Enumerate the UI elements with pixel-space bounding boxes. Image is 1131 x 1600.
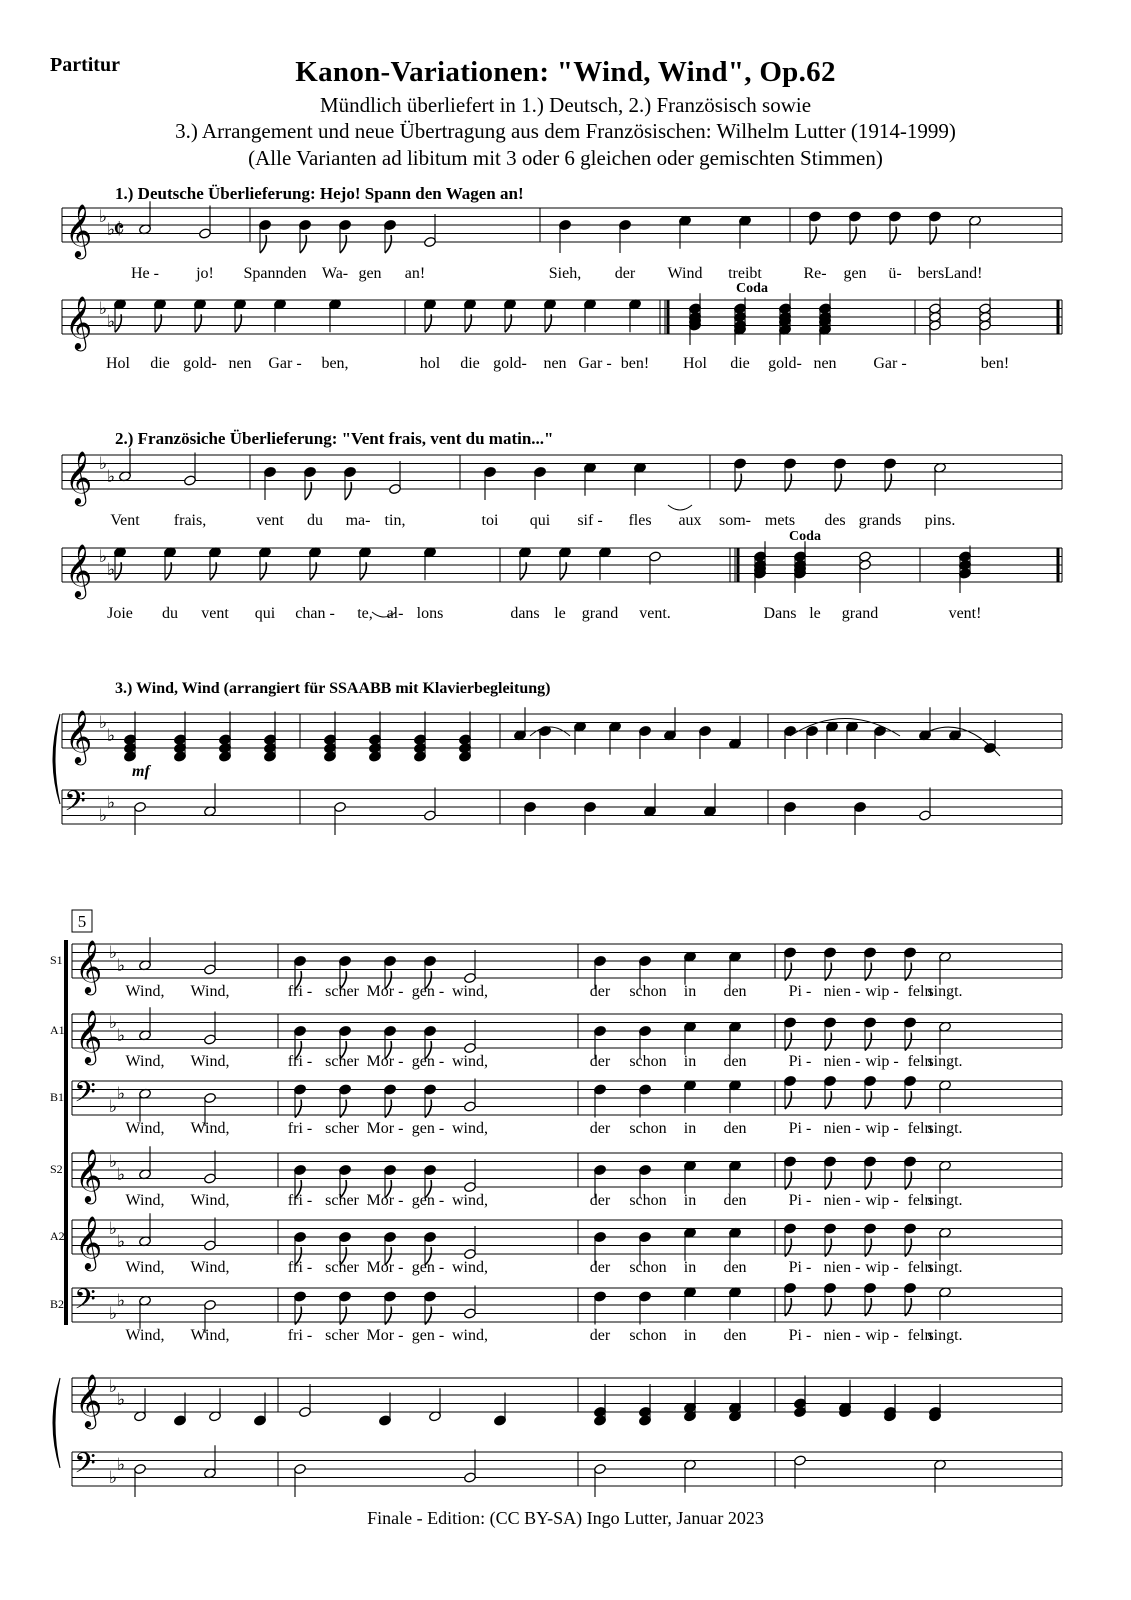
subtitle-line-3: (Alle Varianten ad libitum mit 3 oder 6 gleichen oder gemischten Stimmen) — [248, 146, 883, 170]
flat-icon: ♭ — [109, 1013, 118, 1032]
footer-credit: Finale - Edition: (CC BY-SA) Ingo Lutter, Januar 2023 — [367, 1508, 764, 1528]
lyric-syllable: hol — [419, 355, 441, 372]
lyric-syllable: tin, — [384, 512, 406, 529]
choir-lyric-syllable: fri - — [287, 1120, 313, 1137]
choir-lyric-syllable: singt. — [927, 1192, 963, 1209]
choir-lyric-syllable: den — [723, 1053, 747, 1070]
choir-lyric-syllable: wind, — [452, 983, 488, 1000]
choir-lyric-syllable: Wind, — [190, 983, 230, 1000]
choir-lyric-syllable: nien - — [823, 1120, 861, 1137]
flat-icon: ♭ — [107, 560, 116, 579]
flat-icon: ♭ — [109, 1152, 118, 1171]
lyric-syllable: nen — [543, 355, 567, 372]
choir-lyric-syllable: der — [589, 1192, 611, 1209]
treble-clef-icon: 𝄞 — [65, 205, 93, 256]
treble-clef-icon: 𝄞 — [65, 452, 93, 503]
choir-lyric-syllable: wip - — [865, 1053, 899, 1070]
choir-lyric-syllable: Wind, — [125, 1327, 165, 1344]
lyric-syllable: vent! — [948, 605, 982, 622]
choir-lyric-syllable: feln — [907, 1259, 933, 1276]
lyric-syllable: som- — [719, 512, 751, 529]
flat-icon: ♭ — [109, 1097, 118, 1116]
lyric-syllable: Wind — [667, 265, 703, 282]
choir-lyric-syllable: in — [683, 1192, 697, 1209]
flat-icon: ♭ — [107, 312, 116, 331]
lyric-syllable: nen — [228, 355, 252, 372]
choir-lyric-syllable: wind, — [452, 1053, 488, 1070]
flat-icon: ♭ — [109, 1219, 118, 1238]
lyric-syllable: pins. — [924, 512, 956, 529]
choir-lyric-syllable: Wind, — [125, 1120, 165, 1137]
bass-clef-icon: 𝄢 — [64, 787, 86, 824]
choir-lyric-syllable: fri - — [287, 1259, 313, 1276]
choir-lyric-syllable: der — [589, 1053, 611, 1070]
lyric-syllable: gold- — [768, 355, 802, 372]
choir-lyric-syllable: fri - — [287, 1327, 313, 1344]
lyric-syllable: toi — [481, 512, 499, 529]
voice-label: B1 — [50, 1090, 65, 1104]
choir-lyric-syllable: nien - — [823, 1327, 861, 1344]
bass-clef-icon: 𝄢 — [74, 1285, 96, 1322]
choir-lyric-syllable: fri - — [287, 1192, 313, 1209]
flat-icon: ♭ — [99, 806, 108, 825]
flat-icon: ♭ — [117, 1291, 126, 1310]
section-heading-1: 1.) Deutsche Überlieferung: Hejo! Spann den Wagen an! — [115, 184, 524, 203]
note-flag — [345, 482, 351, 500]
flat-icon: ♭ — [117, 1232, 126, 1251]
choir-lyric-syllable: Mor - — [366, 983, 404, 1000]
note-flag — [305, 482, 311, 500]
choir-lyric-syllable: der — [589, 983, 611, 1000]
choir-lyric-syllable: feln — [907, 1053, 933, 1070]
treble-clef-icon: 𝄞 — [75, 941, 103, 992]
lyric-syllable: vent — [201, 605, 229, 622]
choir-lyric-syllable: den — [723, 1259, 747, 1276]
lyric-syllable: frais, — [173, 512, 207, 529]
choir-lyric-syllable: nien - — [823, 1259, 861, 1276]
choir-lyric-syllable: Mor - — [366, 1120, 404, 1137]
flat-icon: ♭ — [117, 1165, 126, 1184]
choir-lyric-syllable: Pi - — [788, 1327, 812, 1344]
choir-lyric-syllable: scher — [325, 1192, 359, 1209]
voice-label: S2 — [50, 1162, 63, 1176]
choir-lyric-syllable: wind, — [452, 1259, 488, 1276]
choir-lyric-syllable: scher — [325, 1327, 359, 1344]
flat-icon: ♭ — [107, 726, 116, 745]
lyric-syllable: die — [150, 355, 170, 372]
lyric-syllable: sif - — [577, 512, 603, 529]
flat-icon: ♭ — [99, 547, 108, 566]
lyric-syllable: Wa- — [321, 265, 349, 282]
choir-lyric-syllable: Wind, — [190, 1259, 230, 1276]
grand-staff-brace — [53, 714, 60, 804]
lyric-syllable: vent — [256, 512, 284, 529]
lyric-syllable: le — [554, 605, 566, 622]
flat-icon: ♭ — [117, 1084, 126, 1103]
lyric-syllable: grand — [841, 605, 879, 622]
choir-lyric-syllable: Mor - — [366, 1327, 404, 1344]
choir-lyric-syllable: wind, — [452, 1192, 488, 1209]
choir-lyric-syllable: wip - — [865, 1192, 899, 1209]
choir-lyric-syllable: Wind, — [125, 983, 165, 1000]
choir-lyric-syllable: scher — [325, 983, 359, 1000]
flat-icon: ♭ — [109, 1304, 118, 1323]
grand-staff-brace — [53, 1378, 60, 1468]
choir-lyric-syllable: schon — [629, 1053, 667, 1070]
lyric-syllable: gen — [843, 265, 867, 282]
choir-lyric-syllable: gen - — [411, 1259, 445, 1276]
lyric-syllable: Hol — [106, 355, 130, 372]
lyric-syllable: die — [460, 355, 480, 372]
choir-lyric-syllable: gen - — [411, 1053, 445, 1070]
lyric-syllable: Sieh, — [548, 265, 582, 282]
choir-lyric-syllable: Pi - — [788, 1120, 812, 1137]
choir-lyric-syllable: feln — [907, 1192, 933, 1209]
treble-clef-icon: 𝄞 — [75, 1011, 103, 1062]
section-heading-2: 2.) Französiche Überlieferung: "Vent frais, vent du matin..." — [115, 429, 554, 448]
treble-clef-icon: 𝄞 — [75, 1217, 103, 1268]
choir-lyric-syllable: den — [723, 1327, 747, 1344]
voice-label: S1 — [50, 953, 63, 967]
choir-lyric-syllable: nien - — [823, 983, 861, 1000]
flat-icon: ♭ — [99, 299, 108, 318]
choir-lyric-syllable: Pi - — [788, 983, 812, 1000]
lyric-syllable: an! — [404, 265, 426, 282]
choir-lyric-syllable: Pi - — [788, 1192, 812, 1209]
choir-lyric-syllable: in — [683, 1327, 697, 1344]
choir-lyric-syllable: den — [723, 1120, 747, 1137]
choir-lyric-syllable: Wind, — [190, 1053, 230, 1070]
note-flag — [340, 235, 346, 253]
choir-lyric-syllable: gen - — [411, 1327, 445, 1344]
score-label: Partitur — [50, 54, 120, 76]
lyric-syllable: qui — [529, 512, 551, 529]
treble-clef-icon: 𝄞 — [65, 545, 93, 596]
lyric-syllable: Gar - — [578, 355, 612, 372]
lyric-syllable: gold- — [493, 355, 527, 372]
choir-lyric-syllable: Wind, — [190, 1120, 230, 1137]
choir-lyric-syllable: scher — [325, 1053, 359, 1070]
lyric-syllable: Gar - — [268, 355, 302, 372]
choir-lyric-syllable: schon — [629, 1259, 667, 1276]
choir-lyric-syllable: gen - — [411, 983, 445, 1000]
voice-label: A2 — [50, 1229, 65, 1243]
lyric-syllable: gold- — [183, 355, 217, 372]
lyric-syllable: ma- — [345, 512, 371, 529]
choir-lyric-syllable: schon — [629, 1120, 667, 1137]
treble-clef-icon: 𝄞 — [75, 1150, 103, 1201]
lyric-syllable: Dans — [763, 605, 797, 622]
choir-lyric-syllable: fri - — [287, 983, 313, 1000]
voice-label: B2 — [50, 1297, 65, 1311]
flat-icon: ♭ — [107, 220, 116, 239]
note-flag — [300, 235, 306, 253]
lyric-syllable: le — [809, 605, 821, 622]
flat-icon: ♭ — [109, 1468, 118, 1487]
flat-icon: ♭ — [109, 943, 118, 962]
choir-lyric-syllable: schon — [629, 1327, 667, 1344]
treble-clef-icon: 𝄞 — [75, 1375, 103, 1426]
choir-lyric-syllable: Wind, — [125, 1053, 165, 1070]
choir-lyric-syllable: wip - — [865, 1120, 899, 1137]
cut-time-icon: 𝄵 — [113, 215, 125, 244]
elision-tie — [668, 505, 692, 510]
lyric-syllable: te, — [357, 605, 373, 622]
dynamic-marking: mf — [132, 763, 150, 780]
choir-lyric-syllable: wind, — [452, 1327, 488, 1344]
choir-lyric-syllable: scher — [325, 1120, 359, 1137]
score-title: Kanon-Variationen: "Wind, Wind", Op.62 — [295, 56, 836, 88]
lyric-syllable: al- — [386, 605, 404, 622]
flat-icon: ♭ — [107, 467, 116, 486]
choir-lyric-syllable: der — [589, 1120, 611, 1137]
lyric-syllable: ben, — [321, 355, 349, 372]
choir-lyric-syllable: Wind, — [125, 1259, 165, 1276]
choir-lyric-syllable: Pi - — [788, 1259, 812, 1276]
subtitle-line-2: 3.) Arrangement und neue Übertragung aus dem Französischen: Wilhelm Lutter (1914-1999) — [175, 119, 956, 143]
flat-icon: ♭ — [117, 1026, 126, 1045]
choir-lyric-syllable: Wind, — [125, 1192, 165, 1209]
lyric-syllable: du — [307, 512, 323, 529]
lyric-syllable: Vent — [110, 512, 140, 529]
choir-lyric-syllable: nien - — [823, 1053, 861, 1070]
lyric-syllable: die — [730, 355, 750, 372]
lyric-syllable: qui — [254, 605, 276, 622]
choir-lyric-syllable: singt. — [927, 983, 963, 1000]
choir-lyric-syllable: in — [683, 1053, 697, 1070]
choir-lyric-syllable: singt. — [927, 1327, 963, 1344]
subtitle-line-1: Mündlich überliefert in 1.) Deutsch, 2.) Französisch sowie — [319, 93, 812, 117]
choir-lyric-syllable: singt. — [927, 1053, 963, 1070]
lyric-syllable: ben! — [980, 355, 1010, 372]
choir-lyric-syllable: Wind, — [190, 1192, 230, 1209]
bass-clef-icon: 𝄢 — [74, 1449, 96, 1486]
choir-lyric-syllable: in — [683, 983, 697, 1000]
coda-label: Coda — [789, 529, 821, 544]
choir-lyric-syllable: fri - — [287, 1053, 313, 1070]
lyric-syllable: chan - — [295, 605, 335, 622]
flat-icon: ♭ — [99, 454, 108, 473]
lyric-syllable: mets — [764, 512, 796, 529]
lyric-syllable: dans — [510, 605, 540, 622]
lyric-syllable: bersLand! — [917, 265, 983, 282]
flat-icon: ♭ — [99, 207, 108, 226]
lyric-syllable: fles — [628, 512, 652, 529]
lyric-syllable: Joie — [107, 605, 133, 622]
treble-clef-icon: 𝄞 — [65, 297, 93, 348]
flat-icon: ♭ — [99, 713, 108, 732]
lyric-syllable: Re- — [803, 265, 827, 282]
choir-lyric-syllable: singt. — [927, 1120, 963, 1137]
choir-lyric-syllable: scher — [325, 1259, 359, 1276]
bass-clef-icon: 𝄢 — [74, 1078, 96, 1115]
coda-label: Coda — [736, 281, 768, 296]
choir-lyric-syllable: den — [723, 983, 747, 1000]
flat-icon: ♭ — [117, 956, 126, 975]
choir-lyric-syllable: der — [589, 1327, 611, 1344]
choir-lyric-syllable: gen - — [411, 1120, 445, 1137]
choir-lyric-syllable: nien - — [823, 1192, 861, 1209]
choir-lyric-syllable: Mor - — [366, 1053, 404, 1070]
lyric-syllable: Hol — [683, 355, 707, 372]
voice-label: A1 — [50, 1023, 65, 1037]
flat-icon: ♭ — [107, 793, 116, 812]
flat-icon: ♭ — [109, 1377, 118, 1396]
choir-lyric-syllable: wind, — [452, 1120, 488, 1137]
section-heading-3: 3.) Wind, Wind (arrangiert für SSAABB mit Klavierbegleitung) — [115, 680, 551, 697]
lyric-syllable: gen — [358, 265, 382, 282]
lyric-syllable: nen — [813, 355, 837, 372]
choir-lyric-syllable: feln — [907, 1120, 933, 1137]
flat-icon: ♭ — [117, 1455, 126, 1474]
lyric-syllable: aux — [678, 512, 702, 529]
choir-lyric-syllable: wip - — [865, 983, 899, 1000]
choir-lyric-syllable: der — [589, 1259, 611, 1276]
choir-lyric-syllable: schon — [629, 983, 667, 1000]
lyric-syllable: jo! — [196, 265, 214, 282]
choir-lyric-syllable: singt. — [927, 1259, 963, 1276]
lyric-syllable: lons — [416, 605, 444, 622]
choir-lyric-syllable: schon — [629, 1192, 667, 1209]
choir-lyric-syllable: Mor - — [366, 1192, 404, 1209]
measure-number: 5 — [77, 912, 87, 931]
lyric-syllable: Spannden — [243, 265, 307, 282]
note-flag — [260, 235, 266, 253]
choir-lyric-syllable: den — [723, 1192, 747, 1209]
choir-lyric-syllable: feln — [907, 983, 933, 1000]
lyric-syllable: vent. — [639, 605, 671, 622]
lyric-syllable: Gar - — [873, 355, 907, 372]
lyric-syllable: grands — [858, 512, 902, 529]
lyric-syllable: treibt — [728, 265, 762, 282]
choir-lyric-syllable: in — [683, 1259, 697, 1276]
lyric-syllable: grand — [581, 605, 619, 622]
lyric-syllable: ü- — [888, 265, 902, 282]
lyric-syllable: du — [162, 605, 178, 622]
choir-lyric-syllable: wip - — [865, 1259, 899, 1276]
lyric-syllable: des — [824, 512, 846, 529]
choir-lyric-syllable: feln — [907, 1327, 933, 1344]
lyric-syllable: He - — [131, 265, 159, 282]
lyric-syllable: ben! — [620, 355, 650, 372]
note-flag — [385, 235, 391, 253]
choir-lyric-syllable: in — [683, 1120, 697, 1137]
treble-clef-icon: 𝄞 — [65, 711, 93, 762]
choir-lyric-syllable: wip - — [865, 1327, 899, 1344]
choir-lyric-syllable: Wind, — [190, 1327, 230, 1344]
choir-lyric-syllable: Mor - — [366, 1259, 404, 1276]
choir-lyric-syllable: gen - — [411, 1192, 445, 1209]
lyric-syllable: der — [614, 265, 636, 282]
choir-lyric-syllable: Pi - — [788, 1053, 812, 1070]
flat-icon: ♭ — [117, 1390, 126, 1409]
